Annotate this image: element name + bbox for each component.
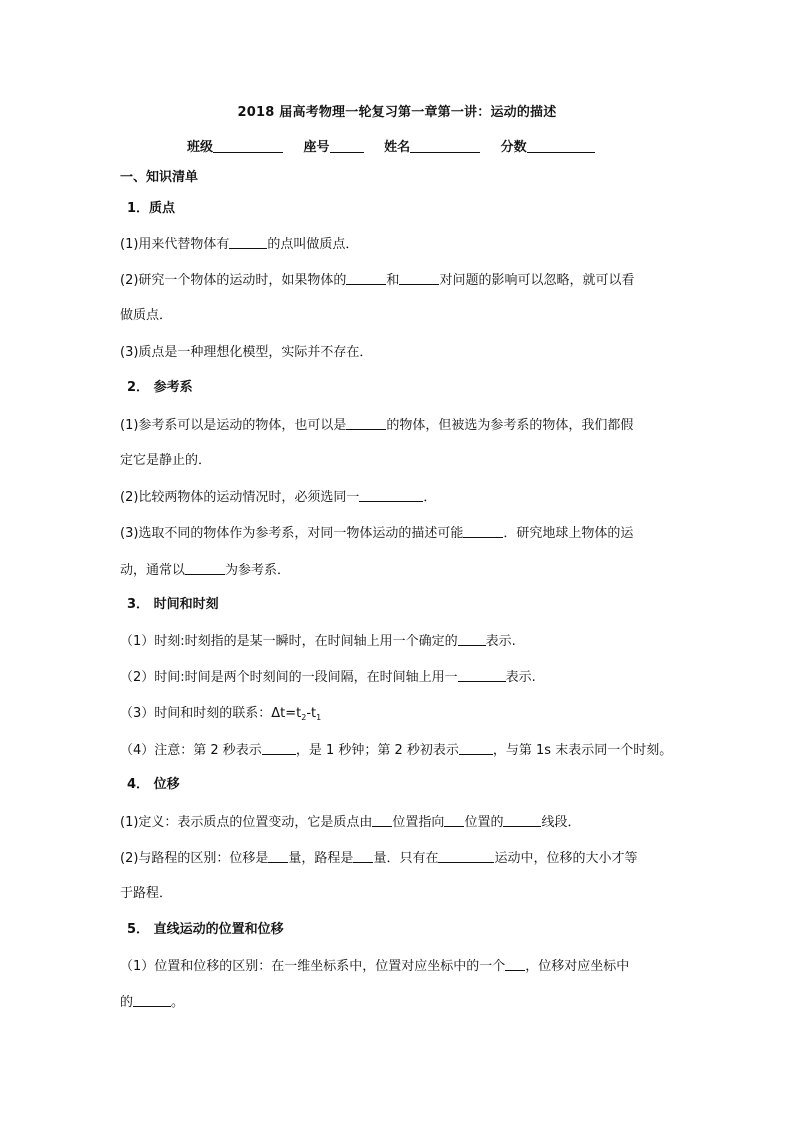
paragraph-continuation: 的 。	[120, 995, 185, 1010]
seat-blank[interactable]	[330, 139, 364, 153]
section-heading: 一、知识清单	[120, 170, 199, 185]
paragraph: （4）注意：第 2 秒表示 ，是 1 秒钟；第 2 秒初表示 ，与第 1s 末表示同一个时刻。	[120, 743, 673, 758]
fill-blank[interactable]	[458, 633, 486, 646]
fill-blank[interactable]	[133, 994, 171, 1007]
class-field[interactable]	[187, 136, 283, 155]
paragraph-continuation: 做质点．	[120, 308, 173, 323]
seat-label: 座号	[303, 140, 330, 155]
name-field[interactable]	[384, 136, 480, 155]
paragraph: (1)用来代替物体有 的点叫做质点．	[120, 237, 359, 252]
paragraph: （1）位置和位移的区别：在一维坐标系中，位置对应坐标中的一个 ，位移对应坐标中	[120, 959, 630, 974]
fill-blank[interactable]	[262, 742, 296, 755]
fill-blank[interactable]	[444, 814, 464, 827]
fill-blank[interactable]	[459, 742, 493, 755]
paragraph: （2）时间:时间是两个时刻间的一段间隔，在时间轴上用一 表示.	[120, 670, 536, 685]
fill-blank[interactable]	[268, 850, 288, 863]
fill-blank[interactable]	[359, 489, 423, 502]
paragraph: (3)质点是一种理想化模型，实际并不存在．	[120, 345, 373, 360]
score-label: 分数	[500, 140, 527, 155]
fill-blank[interactable]	[229, 236, 267, 249]
paragraph: （1）时刻:时刻指的是某一瞬时，在时间轴上用一个确定的 表示.	[120, 634, 516, 649]
subsection-heading: 4． 位移	[127, 777, 180, 792]
fill-blank[interactable]	[346, 417, 386, 430]
fill-blank[interactable]	[353, 850, 373, 863]
fill-blank[interactable]	[503, 814, 541, 827]
paragraph-continuation: 于路程．	[120, 886, 173, 901]
name-label: 姓名	[384, 140, 411, 155]
name-blank[interactable]	[410, 139, 480, 153]
fill-blank[interactable]	[185, 562, 225, 575]
fill-blank[interactable]	[463, 525, 503, 538]
fill-blank[interactable]	[505, 958, 525, 971]
paragraph: (1)参考系可以是运动的物体，也可以是 的物体，但被选为参考系的物体，我们都假	[120, 418, 634, 433]
fill-blank[interactable]	[372, 814, 392, 827]
class-blank[interactable]	[213, 139, 283, 153]
seat-field[interactable]	[304, 136, 364, 155]
class-label: 班级	[187, 140, 214, 155]
fill-blank[interactable]	[399, 272, 439, 285]
subsection-heading: 2． 参考系	[127, 380, 193, 395]
paragraph: (2)比较两物体的运动情况时，必须选同一 ．	[120, 490, 437, 505]
score-blank[interactable]	[527, 139, 595, 153]
paragraph: (1)定义：表示质点的位置变动，它是质点由 位置指向 位置的 线段．	[120, 815, 581, 830]
paragraph: (3)选取不同的物体作为参考系，对同一物体运动的描述可能 ．研究地球上物体的运	[120, 526, 634, 541]
paragraph: (2)研究一个物体的运动时，如果物体的 和 对问题的影响可以忽略，就可以看	[120, 273, 635, 288]
score-field[interactable]	[501, 136, 595, 155]
fill-blank[interactable]	[346, 272, 386, 285]
page-title: 2018 届高考物理一轮复习第一章第一讲：运动的描述	[237, 105, 557, 120]
fill-blank[interactable]	[458, 669, 506, 682]
subsection-heading: 5． 直线运动的位置和位移	[127, 922, 284, 937]
subsection-heading: 1．质点	[127, 201, 176, 216]
formula-line: （3）时间和时刻的联系：$\Delta t=t_2-t_1$	[120, 706, 322, 722]
paragraph: (2)与路程的区别：位移是 量，路程是 量．只有在 运动中，位移的大小才等	[120, 851, 638, 866]
student-info-row	[187, 136, 611, 155]
fill-blank[interactable]	[438, 850, 494, 863]
subsection-heading: 3． 时间和时刻	[127, 597, 219, 612]
paragraph-continuation: 定它是静止的．	[120, 453, 212, 468]
paragraph-continuation: 动，通常以 为参考系．	[120, 563, 291, 578]
